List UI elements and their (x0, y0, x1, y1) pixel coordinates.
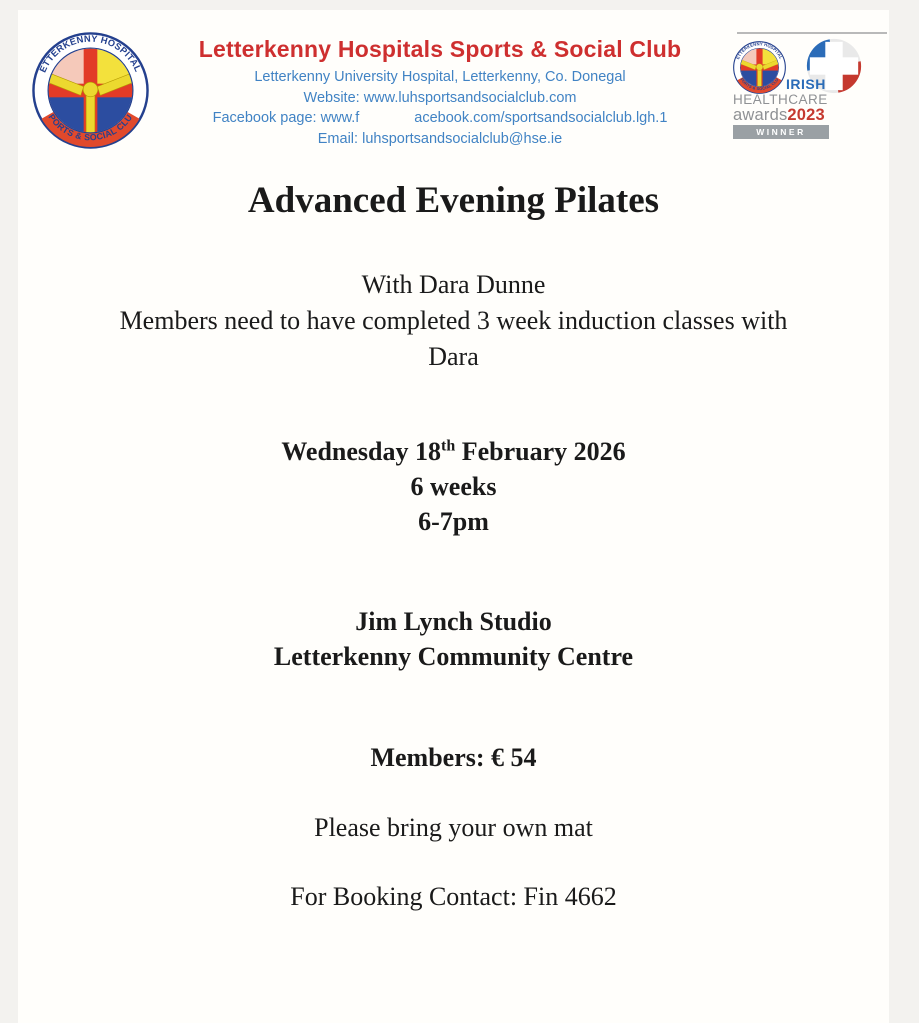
club-website-line (149, 88, 731, 109)
club-crest-logo-icon (32, 32, 149, 149)
venue-line-1: Jim Lynch Studio (355, 607, 552, 637)
date-prefix: Wednesday 18 (281, 437, 441, 467)
award-badge-divider (737, 32, 887, 34)
date-ordinal: th (441, 437, 456, 455)
note-line: Please bring your own mat (314, 813, 593, 843)
requirement-line-2: Dara (428, 342, 479, 372)
requirement-line-1: Members need to have completed 3 week induction classes with (119, 306, 788, 336)
facebook-url-part1: www.f (320, 110, 360, 126)
venue-block (18, 604, 889, 674)
award-winner-banner: WINNER (733, 125, 829, 139)
email-address: luhsportsandsocialclub@hse.ie (362, 130, 563, 147)
club-address: Letterkenny University Hospital, Letterkenny, Co. Donegal (254, 69, 626, 85)
venue-line-2: Letterkenny Community Centre (273, 642, 634, 672)
email-label: Email: (317, 130, 359, 147)
website-label: Website: (303, 89, 360, 106)
award-mini-club-logo-icon (733, 41, 786, 94)
facebook-url-part2: acebook.com/sportsandsocialclub.lgh.1 (414, 110, 668, 126)
price-line: Members: € 54 (370, 743, 537, 773)
club-contact-block (149, 32, 731, 149)
date-line (18, 434, 889, 469)
award-year: 2023 (787, 106, 825, 124)
time-line: 6-7pm (418, 507, 489, 537)
award-year-line (733, 106, 825, 125)
club-facebook-line (149, 108, 731, 129)
date-suffix: February 2026 (455, 437, 626, 467)
club-email-line (149, 129, 731, 150)
booking-line: For Booking Contact: Fin 4662 (290, 882, 617, 912)
flyer-page (18, 10, 889, 1023)
flyer-title: Advanced Evening Pilates (247, 180, 660, 221)
irish-healthcare-awards-badge (731, 32, 867, 144)
flyer-header (18, 10, 889, 149)
instructor-line: With Dara Dunne (361, 270, 546, 300)
schedule-block (18, 434, 889, 539)
award-word: awards (733, 106, 788, 124)
instructor-block (18, 267, 889, 375)
facebook-label: Facebook page: (212, 110, 317, 126)
duration-line: 6 weeks (410, 472, 497, 502)
club-name: Letterkenny Hospitals Sports & Social Club (198, 36, 682, 62)
award-org-line1: IRISH (786, 76, 826, 92)
website-url: www.luhsportsandsocialclub.com (363, 89, 577, 106)
flyer-content (18, 179, 889, 914)
award-org-line2: HEALTHCARE (733, 92, 828, 107)
